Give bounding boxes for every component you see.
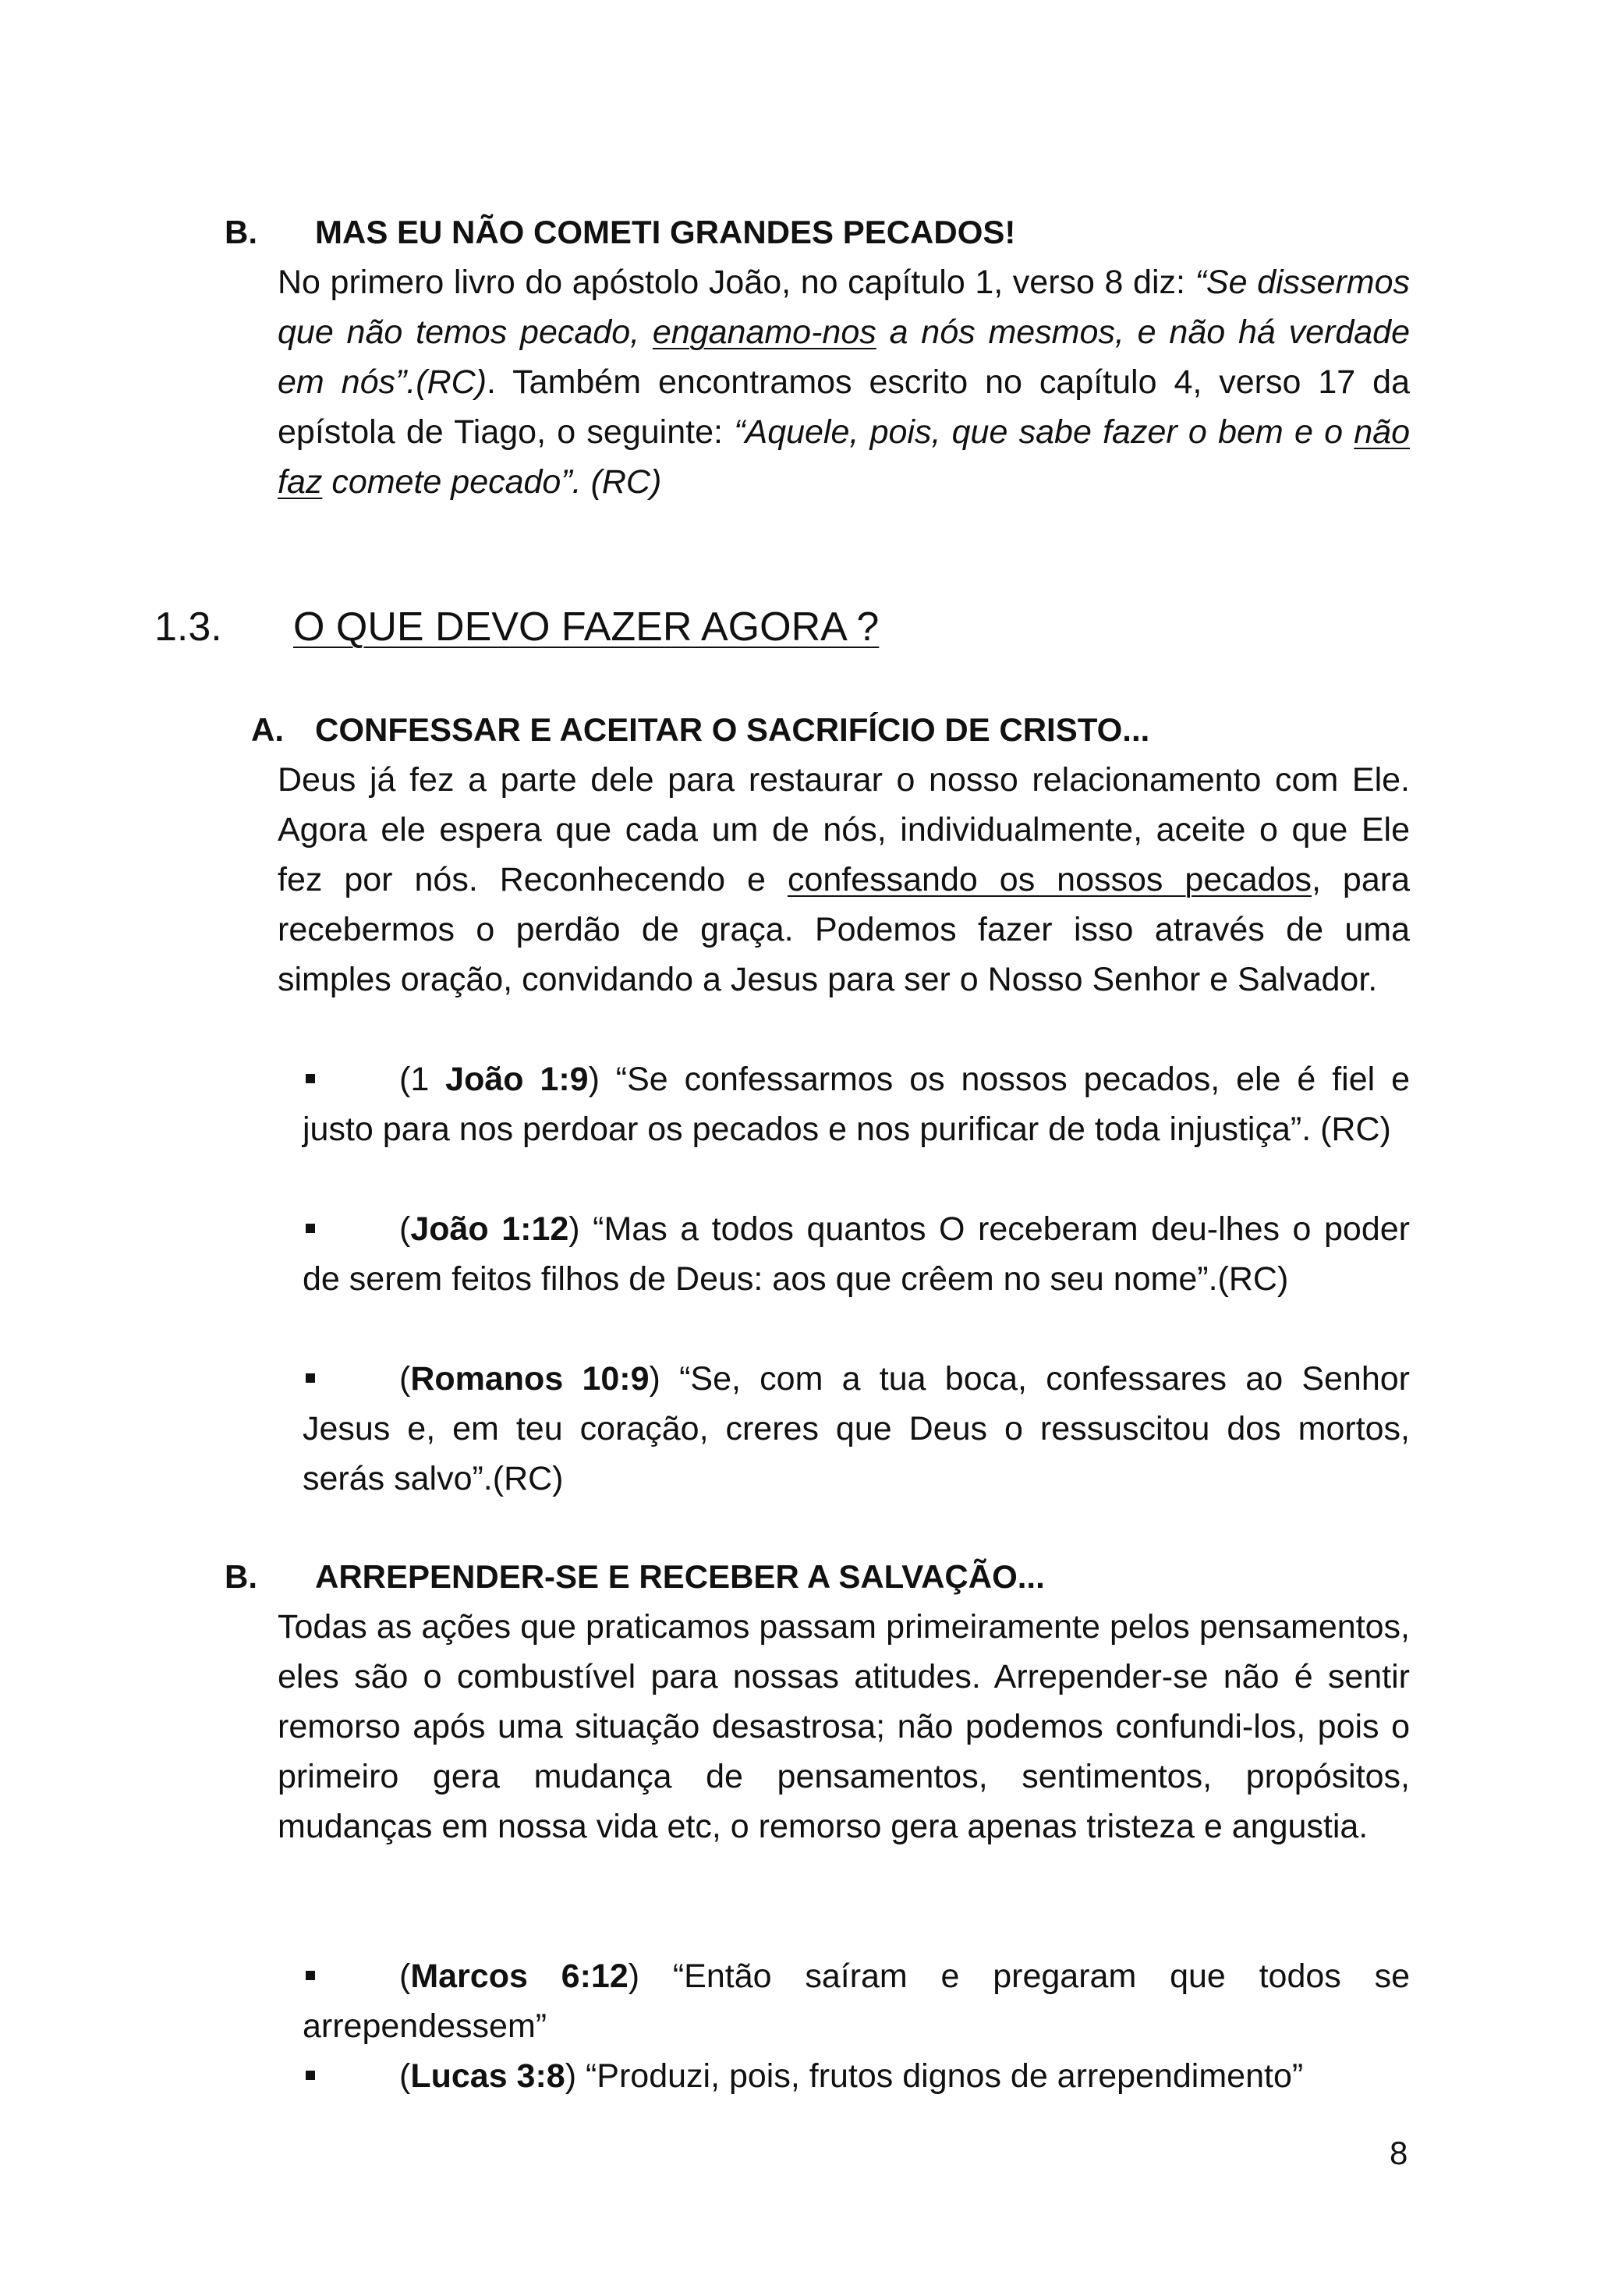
bible-reference: João 1:12 <box>410 1210 569 1248</box>
section-a-letter: A. <box>251 711 284 748</box>
paragraph-text: No primero livro do apóstolo João, no capítulo 1, verso 8 diz: <box>278 264 1195 301</box>
bullet-text: ) “Então saíram e pregaram que todos se arrependessem” <box>303 1958 1410 2045</box>
section-a-heading <box>251 705 1405 755</box>
paragraph-text: . Também encontramos escrito no capítulo 4, verso 17 da epístola de Tiago, o seguinte: <box>278 363 1410 451</box>
section-b-letter: B. <box>225 214 257 250</box>
bullet-item <box>303 1354 1410 1504</box>
section-1-3-heading <box>154 599 1246 655</box>
bullet-text: ( <box>399 1360 411 1398</box>
bullet-square-icon <box>306 1074 315 1083</box>
section-b-heading <box>225 207 1410 257</box>
section-b2-title: ARREPENDER-SE E RECEBER A SALVAÇÃO... <box>315 1558 1045 1595</box>
bullet-text: ) “Produzi, pois, frutos dignos de arrependimento” <box>565 2057 1304 2095</box>
bible-reference: João 1:9 <box>445 1061 589 1098</box>
bullet-text: ( <box>399 2057 411 2095</box>
bullet-text: (1 <box>399 1061 446 1098</box>
section-title: O QUE DEVO FAZER AGORA ? <box>293 604 880 650</box>
underlined-quote-text: faz <box>278 463 323 501</box>
paragraph-text: Todas as ações que praticamos passam primeiramente pelos pensamentos, eles são o combustível para nossas atitudes. Arrepender-se não é sentir remorso após uma situação desastrosa; não podemos confundi-los, pois o primeiro gera mudança de pensamentos, sentimentos, propósitos, mudanças em nossa vida etc, o remorso gera apenas tristeza e angustia. <box>278 1608 1410 1845</box>
paragraph-text: , para recebermos o perdão de graça. Podemos fazer isso através de uma simples oração, convidando a Jesus para ser o Nosso Senhor e Salvador. <box>278 861 1410 998</box>
quote-text: “Se dissermos que não temos pecado, <box>278 264 1411 351</box>
section-number: 1.3. <box>154 604 222 650</box>
bullet-text: ) “Se, com a tua boca, confessares ao Senhor Jesus e, em teu coração, creres que Deus o ressuscitou dos mortos, serás salvo”.(RC) <box>303 1360 1410 1497</box>
bullet-text: ) “Se confessarmos os nossos pecados, ele é fiel e justo para nos perdoar os pecados e nos purificar de toda injustiça”. (RC) <box>303 1061 1410 1148</box>
bullet-square-icon <box>306 1224 315 1233</box>
section-b2-letter: B. <box>225 1558 257 1595</box>
bullet-square-icon <box>306 1373 315 1383</box>
bullet-item <box>303 1054 1410 1154</box>
bible-reference: Lucas 3:8 <box>410 2057 565 2095</box>
bullet-text: ( <box>399 1958 411 1995</box>
bullet-square-icon <box>306 1971 315 1980</box>
quote-text: comete pecado”. (RC) <box>322 463 662 501</box>
page-number: 8 <box>1390 2135 1408 2171</box>
bullet-item <box>303 1204 1410 1304</box>
bullet-item <box>303 1951 1410 2051</box>
bullet-item <box>303 2051 1410 2101</box>
section-b2-heading <box>225 1552 1410 1602</box>
quote-text: “Aquele, pois, que sabe fazer o bem e o <box>734 413 1354 451</box>
underlined-quote-text: enganamo-nos <box>652 314 876 351</box>
section-b-paragraph <box>278 257 1410 507</box>
bullet-square-icon <box>306 2071 315 2080</box>
section-b-title: MAS EU NÃO COMETI GRANDES PECADOS! <box>315 214 1016 250</box>
bullet-text: ) “Mas a todos quantos O receberam deu-lhes o poder de serem feitos filhos de Deus: aos que crêem no seu nome”.(RC) <box>303 1210 1410 1298</box>
section-a-title: CONFESSAR E ACEITAR O SACRIFÍCIO DE CRISTO... <box>315 711 1150 748</box>
bible-reference: Romanos 10:9 <box>410 1360 650 1398</box>
bullet-text: ( <box>399 1210 411 1248</box>
section-b2-paragraph <box>278 1602 1410 1851</box>
bible-reference: Marcos 6:12 <box>410 1958 629 1995</box>
section-a-paragraph <box>278 755 1410 1004</box>
underlined-quote-text: não <box>1354 413 1411 451</box>
paragraph-text: Deus já fez a parte dele para restaurar o nosso relacionamento com Ele. Agora ele espera que cada um de nós, individualmente, aceite o que Ele fez por nós. Reconhecendo e <box>278 761 1410 898</box>
quote-text: a nós mesmos, e não há verdade em nós”.(RC) <box>278 314 1411 401</box>
underlined-text: confessando os nossos pecados <box>787 861 1312 898</box>
